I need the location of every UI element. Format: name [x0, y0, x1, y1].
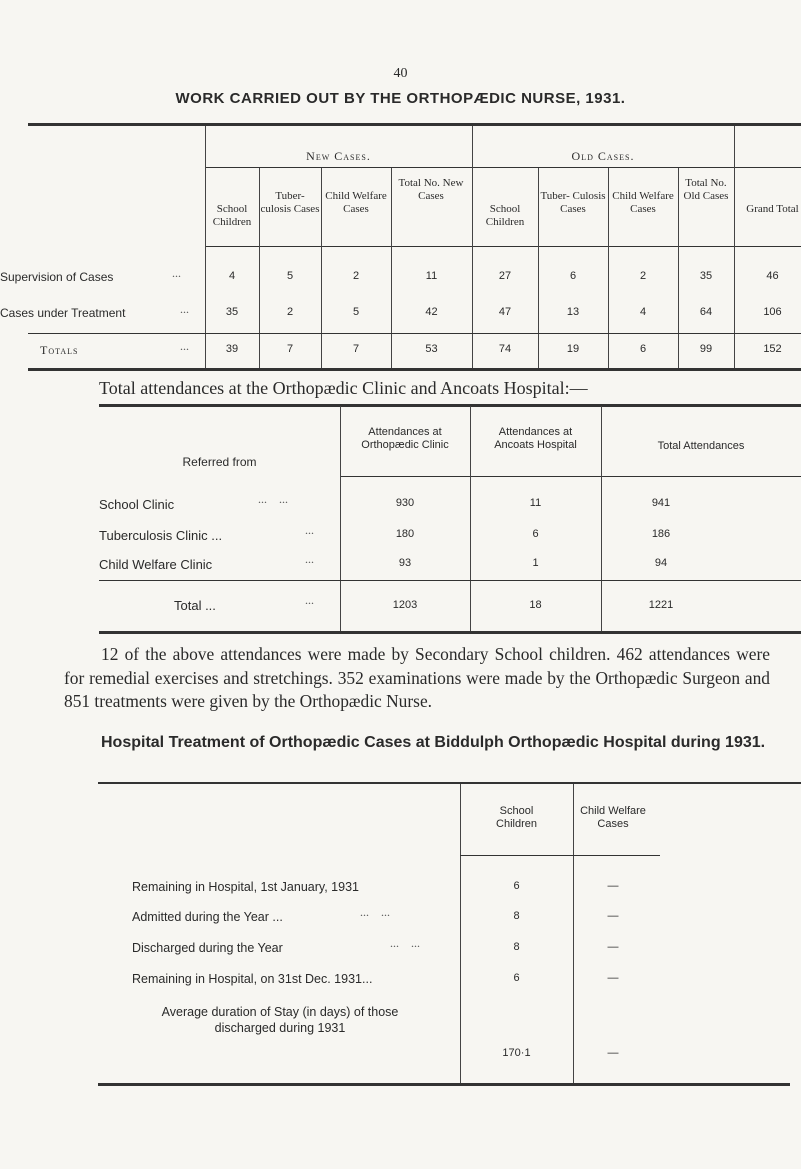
table-cell: —: [607, 880, 619, 892]
total-label: Total ...: [174, 598, 216, 613]
total-cell: 1221: [648, 599, 674, 611]
row-label: Average duration of Stay (in days) of those discharged during 1931: [161, 1005, 399, 1035]
table-cell: —: [607, 910, 619, 922]
table-cell: 4: [639, 306, 647, 318]
hdr-old-total: Total No. Old Cases: [683, 177, 729, 202]
table-cell: 2: [639, 270, 647, 282]
total-cell: 7: [286, 343, 294, 355]
table-cell: 930: [395, 497, 415, 509]
total-cell: 39: [225, 343, 239, 355]
table-cell: 170·1: [502, 1047, 531, 1059]
table-cell: 2: [352, 270, 360, 282]
table-cell: 941: [651, 497, 671, 509]
hdr-new-welfare: Child Welfare Cases: [325, 190, 387, 215]
table-cell: 64: [699, 306, 713, 318]
total-cell: 7: [352, 343, 360, 355]
row-label: Discharged during the Year: [132, 941, 283, 955]
new-cases-heading: New Cases.: [306, 149, 371, 163]
table-cell: 1: [532, 557, 539, 569]
row-label: Remaining in Hospital, on 31st Dec. 1931...: [132, 972, 373, 986]
table-cell: 47: [498, 306, 512, 318]
table-cell: 35: [699, 270, 713, 282]
hospital-title: Hospital Treatment of Orthopædic Cases at Biddulph Orthopædic Hospital during 1931.: [101, 734, 766, 751]
table-cell: 93: [398, 557, 412, 569]
table-cell: 46: [766, 270, 779, 282]
hdr-welfare: Child Welfare Cases: [580, 805, 646, 830]
hdr-old-tuber: Tuber- Culosis Cases: [540, 190, 606, 215]
table-cell: 6: [513, 972, 520, 984]
table-cell: 94: [654, 557, 668, 569]
row-label: Cases under Treatment: [0, 306, 126, 320]
total-cell: 53: [425, 343, 438, 355]
table-cell: 6: [532, 528, 539, 540]
table-cell: 2: [286, 306, 294, 318]
table-cell: 13: [566, 306, 580, 318]
attendances-caption: Total attendances at the Orthopædic Clinic and Ancoats Hospital:—: [99, 378, 588, 398]
hdr-old-welfare: Child Welfare Cases: [612, 190, 674, 215]
hdr-total-att: Total Attendances: [657, 440, 745, 452]
hdr-ortho: Attendances at Orthopædic Clinic: [361, 426, 449, 451]
table-cell: 6: [569, 270, 577, 282]
row-label: Remaining in Hospital, 1st January, 1931: [132, 880, 359, 894]
table-cell: —: [607, 1047, 619, 1059]
hdr-ancoats: Attendances at Ancoats Hospital: [494, 426, 577, 451]
table-cell: 11: [529, 497, 542, 509]
hdr-new-total: Total No. New Cases: [398, 177, 464, 202]
table-cell: 106: [763, 306, 782, 318]
table-cell: 186: [651, 528, 671, 540]
table-cell: 8: [513, 941, 520, 953]
table-cell: —: [607, 941, 619, 953]
page-number: 40: [393, 66, 408, 81]
table-cell: 35: [225, 306, 239, 318]
total-cell: 152: [763, 343, 782, 355]
hdr-school: School Children: [496, 805, 537, 830]
totals-label: Totals: [40, 343, 79, 357]
row-label: Admitted during the Year ...: [132, 910, 283, 924]
table-cell: 6: [513, 880, 520, 892]
hdr-grand-total: Grand Total: [746, 203, 799, 215]
summary-paragraph: 12 of the above attendances were made by Secondary School children. 462 attendances were for remedial exercises and stretchings. 352 examinations were made by the Orthopædic Surgeon and 851 treatments were given by the Orthopædic Nurse.: [64, 644, 770, 711]
row-label: Supervision of Cases: [0, 270, 114, 284]
hdr-new-school: School Children: [212, 203, 252, 228]
total-cell: 99: [699, 343, 713, 355]
table-cell: 8: [513, 910, 520, 922]
total-cell: 1203: [392, 599, 418, 611]
hdr-referred: Referred from: [182, 455, 257, 469]
row-label: School Clinic: [99, 497, 175, 512]
total-cell: 18: [529, 599, 542, 611]
table-cell: 5: [352, 306, 360, 318]
table-cell: 27: [498, 270, 512, 282]
total-cell: 19: [566, 343, 580, 355]
total-cell: 74: [498, 343, 512, 355]
section-title: WORK CARRIED OUT BY THE ORTHOPÆDIC NURSE, 1931.: [175, 90, 626, 107]
table-cell: 5: [286, 270, 294, 282]
table-cell: —: [607, 972, 619, 984]
row-label: Tuberculosis Clinic ...: [99, 528, 223, 543]
old-cases-heading: Old Cases.: [571, 149, 635, 163]
total-cell: 6: [639, 343, 647, 355]
row-label: Child Welfare Clinic: [99, 557, 213, 572]
table-cell: 42: [425, 306, 438, 318]
table-cell: 11: [425, 270, 438, 282]
table-cell: 180: [395, 528, 415, 540]
hdr-new-tuber: Tuber- culosis Cases: [260, 190, 320, 215]
table-cell: 4: [228, 270, 236, 282]
hdr-old-school: School Children: [485, 203, 525, 228]
